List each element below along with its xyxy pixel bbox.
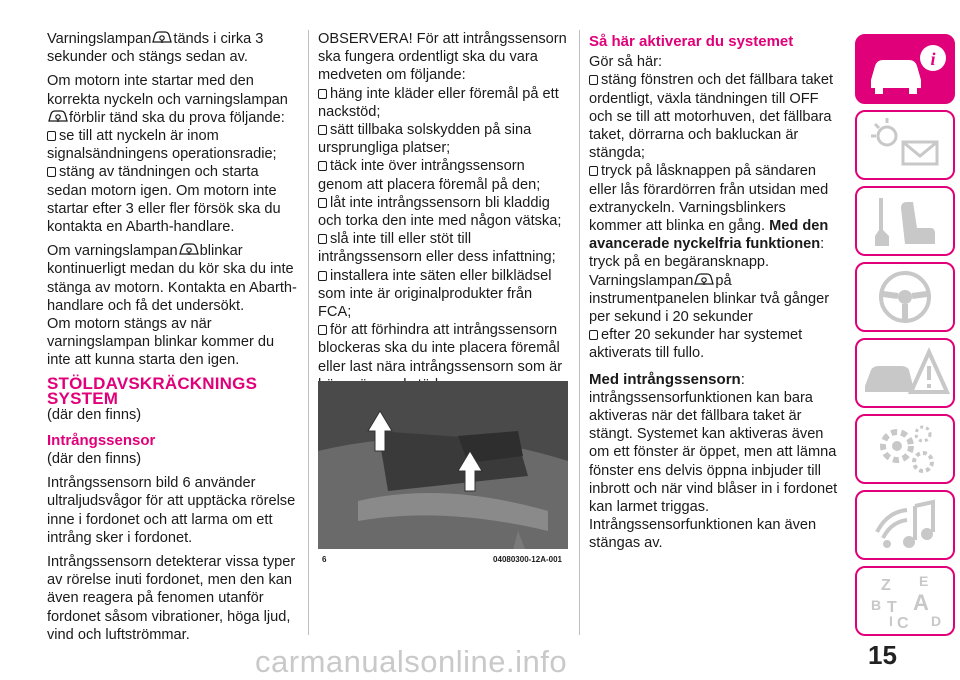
bullet-icon: [318, 198, 327, 208]
list-item: efter 20 sekunder har systemet aktiverats till fullo.: [589, 327, 803, 362]
subsection-subtitle: (där den finns): [47, 451, 142, 468]
list-item: slå inte till eller stöt till intrångssensorn eller dess infattning;: [318, 231, 556, 266]
index-letters-icon: [857, 568, 953, 634]
section-heading: STÖLDAVSKRÄCKNINGS SYSTEM: [47, 373, 258, 408]
index-letter: I: [889, 613, 893, 629]
key-warning-lamp-icon: [47, 109, 69, 124]
steering-wheel-icon: [857, 264, 953, 330]
index-letter: Z: [881, 577, 891, 594]
chapter-tabs: [850, 0, 960, 678]
svg-text:i: i: [930, 49, 936, 69]
paragraph: Om varningslampan blinkar kontinuerligt medan du kör ska du inte stänga av motorn. Kontakta en Abarth-handlare och få det undersökt. Om motorn stängs av när varningslampan blinkar kommer du inte att kunna starta den igen.: [47, 243, 297, 369]
list-item: stäng fönstren och det fällbara taket ordentligt, växla tändningen till OFF och se till att motorhuven, det fällbara taket, dörrarna och bakluckan är stängda;: [589, 72, 834, 162]
paragraph: Intrångssensorn detekterar vissa typer av rörelse inuti fordonet, men den kan även reagera på fenomen utanför fordonet såsom vibrationer, höga ljud, vind och luftströmmar.: [47, 554, 296, 643]
bullet-list: [318, 85, 568, 394]
bullet-icon: [318, 89, 327, 99]
bullet-icon: [318, 234, 327, 244]
list-item: sätt tillbaka solskydden på sina ursprungliga platser;: [318, 122, 532, 157]
column-2: [318, 30, 568, 394]
paragraph: Varningslampan tänds i cirka 3 sekunder och stängs sedan av.: [47, 31, 264, 66]
list-item: täck inte över intrångssensorn genom att placera föremål på den;: [318, 158, 541, 193]
interior-roof-illustration: [318, 381, 568, 569]
column-3: [589, 30, 839, 553]
paragraph: Gör så här:: [589, 54, 662, 71]
paragraph: Intrångssensorfunktionen kan även stängas av.: [589, 517, 817, 552]
tab-car-info[interactable]: [855, 34, 955, 104]
warning-lights-icon: [857, 112, 953, 178]
key-warning-lamp-icon: [178, 242, 200, 257]
intrusion-sensor-figure: [318, 381, 568, 569]
subsection-heading: Intrångssensor: [47, 431, 156, 449]
paragraph: Varningslampan på instrumentpanelen blinkar två gånger per sekund i 20 sekunder: [589, 272, 830, 326]
car-breakdown-icon: [857, 340, 953, 406]
tab-steering-wheel[interactable]: [855, 262, 955, 332]
bullet-icon: [589, 330, 598, 340]
index-letter: C: [897, 615, 909, 632]
bullet-icon: [589, 75, 598, 85]
index-letter: E: [919, 573, 929, 589]
list-item: häng inte kläder eller föremål på ett nackstöd;: [318, 85, 559, 120]
bullet-icon: [318, 161, 327, 171]
list-item: för att förhindra att intrångssensorn blockeras ska du inte placera föremål eller last nära intrångssensorn som är: [318, 322, 563, 375]
bullet-icon: [318, 271, 327, 281]
list-item: låt inte intrångssensorn bli kladdig och torka den inte med någon vätska;: [318, 194, 562, 230]
tab-multimedia[interactable]: [855, 490, 955, 560]
tab-car-breakdown[interactable]: [855, 338, 955, 408]
watermark: carmanualsonline.info: [255, 644, 568, 679]
bullet-icon: [318, 125, 327, 135]
multimedia-icon: [857, 492, 953, 558]
index-letter: B: [871, 597, 882, 613]
tab-maintenance[interactable]: [855, 414, 955, 484]
tab-seat-key[interactable]: [855, 186, 955, 256]
key-warning-lamp-icon: [693, 272, 715, 287]
tab-warning-lights[interactable]: [855, 110, 955, 180]
paragraph: Intrångssensorn bild 6 använder ultraljudsvågor för att upptäcka rörelse inne i fordonet och att larma om ett intrång sker i fordonet.: [47, 475, 296, 546]
index-letter: A: [913, 590, 929, 615]
paragraph: intrångssensorfunktionen kan bara aktiveras när det fällbara taket är stängt. Systemet kan aktiveras även om ett fönster är öppet, men att lämna fönster ens delvis öppna inbjuder till inbrott och när vind blåser in i fordonet kan larmet triggas.: [589, 389, 838, 516]
subsection-heading: Med intrångssensorn:: [589, 370, 745, 388]
paragraph: Om motorn inte startar med den korrekta nyckeln och varningslampan förblir tänd ska du prova följande: se till att nyckeln är inom signalsändningens operationsradie; stäng av tändningen och starta sedan motorn igen. Om motorn inte startar efter 3 eller fler försök ska du kontakta en Abarth-handlare.: [47, 73, 288, 236]
list-item: installera inte säten eller bilklädsel som inte är originalprodukter från FCA;: [318, 267, 552, 321]
maintenance-icon: [857, 416, 953, 482]
figure-code: 04080300-12A-001: [493, 555, 562, 564]
section-subtitle: (där den finns): [47, 406, 142, 423]
index-letter: D: [931, 613, 942, 629]
column-divider: [579, 30, 580, 635]
section-heading: Så här aktiverar du systemet: [589, 33, 794, 50]
index-letter: T: [887, 599, 897, 616]
paragraph: tryck på en begäransknapp.: [589, 254, 770, 271]
bullet-icon: [318, 325, 327, 335]
tab-index[interactable]: [855, 566, 955, 636]
list-item: tryck på låsknappen på sändaren eller lås förardörren från utsidan med extranyckeln. Varningsblinkers kommer att blinka en gång. Med den avancerade nyckelfria funktionen:: [589, 163, 829, 253]
column-divider: [308, 30, 309, 635]
figure-number: 6: [322, 555, 327, 564]
car-info-icon: [857, 36, 953, 102]
bullet-icon: [47, 167, 56, 177]
key-warning-lamp-icon: [151, 30, 173, 45]
seat-key-icon: [857, 188, 953, 254]
bullet-icon: [47, 131, 56, 141]
bullet-icon: [589, 166, 598, 176]
page-number: 15: [868, 640, 897, 670]
paragraph: OBSERVERA! För att intrångssensorn ska fungera ordentligt ska du vara medveten om följande:: [318, 31, 567, 84]
column-1: [47, 30, 297, 650]
